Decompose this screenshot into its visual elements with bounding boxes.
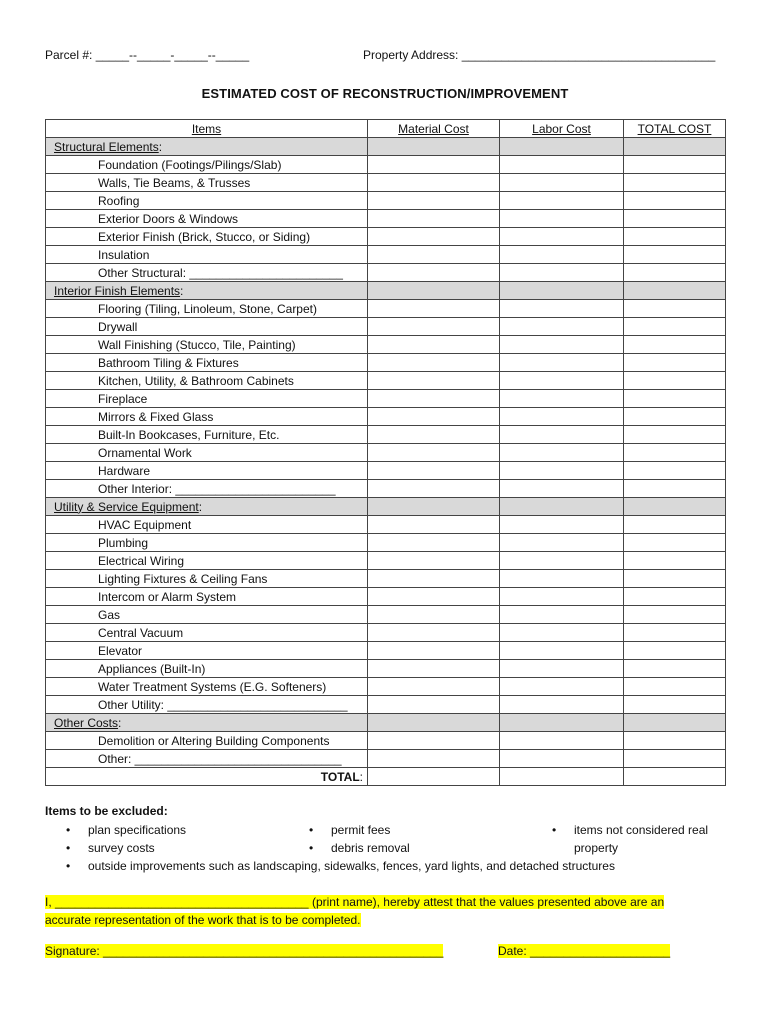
- labor-cost-cell[interactable]: [500, 732, 624, 750]
- item-label: Foundation (Footings/Pilings/Slab): [46, 156, 368, 174]
- table-row: [46, 156, 726, 174]
- cost-table-body: [46, 138, 726, 786]
- item-label: Plumbing: [46, 534, 368, 552]
- labor-cost-cell[interactable]: [500, 192, 624, 210]
- section-label: Interior Finish Elements:: [46, 282, 368, 300]
- item-label: Exterior Doors & Windows: [46, 210, 368, 228]
- material-cost-cell[interactable]: [368, 498, 500, 516]
- item-label: Lighting Fixtures & Ceiling Fans: [46, 570, 368, 588]
- section-label: Structural Elements:: [46, 138, 368, 156]
- column-header-total-cost: TOTAL COST: [624, 120, 726, 138]
- material-cost-cell[interactable]: [368, 210, 500, 228]
- item-label: Elevator: [46, 642, 368, 660]
- item-label: Other Structural: _______________________: [46, 264, 368, 282]
- item-label: Intercom or Alarm System: [46, 588, 368, 606]
- section-row: [46, 714, 726, 732]
- item-label: Kitchen, Utility, & Bathroom Cabinets: [46, 372, 368, 390]
- material-cost-cell[interactable]: [368, 156, 500, 174]
- total-cost-cell[interactable]: [624, 318, 726, 336]
- table-row: [46, 462, 726, 480]
- total-cost-cell[interactable]: [624, 732, 726, 750]
- table-row: [46, 390, 726, 408]
- item-label: Water Treatment Systems (E.G. Softeners): [46, 678, 368, 696]
- labor-cost-cell[interactable]: [500, 714, 624, 732]
- labor-cost-cell[interactable]: [500, 444, 624, 462]
- total-cost-cell[interactable]: [624, 372, 726, 390]
- material-cost-cell[interactable]: [368, 336, 500, 354]
- table-row: [46, 372, 726, 390]
- total-cost-cell[interactable]: [624, 444, 726, 462]
- table-row: [46, 588, 726, 606]
- total-cost-cell[interactable]: [624, 516, 726, 534]
- material-cost-cell[interactable]: [368, 426, 500, 444]
- bullet-icon: •: [309, 823, 314, 837]
- item-label: Wall Finishing (Stucco, Tile, Painting): [46, 336, 368, 354]
- section-row: [46, 498, 726, 516]
- material-cost-cell[interactable]: [368, 750, 500, 768]
- document-title: ESTIMATED COST OF RECONSTRUCTION/IMPROVEMENT: [201, 86, 569, 101]
- signature-row: [45, 944, 725, 962]
- material-cost-cell[interactable]: [368, 444, 500, 462]
- total-cost-cell[interactable]: [624, 192, 726, 210]
- total-cost-cell[interactable]: [624, 624, 726, 642]
- table-row: [46, 336, 726, 354]
- labor-cost-cell[interactable]: [500, 768, 624, 786]
- table-row: [46, 516, 726, 534]
- material-cost-cell[interactable]: [368, 606, 500, 624]
- total-cost-cell[interactable]: [624, 480, 726, 498]
- item-label: Built-In Bookcases, Furniture, Etc.: [46, 426, 368, 444]
- total-cost-cell[interactable]: [624, 714, 726, 732]
- column-header-items: Items: [46, 120, 368, 138]
- total-cost-cell[interactable]: [624, 336, 726, 354]
- total-cost-cell[interactable]: [624, 660, 726, 678]
- total-cost-cell[interactable]: [624, 606, 726, 624]
- labor-cost-cell[interactable]: [500, 336, 624, 354]
- total-cost-cell[interactable]: [624, 408, 726, 426]
- labor-cost-cell[interactable]: [500, 462, 624, 480]
- material-cost-cell[interactable]: [368, 696, 500, 714]
- bullet-icon: •: [66, 859, 71, 873]
- total-cost-cell[interactable]: [624, 246, 726, 264]
- form-page: Parcel #: _____--_____-_____--_____ Property Address: ______________________________________ ESTIMATED COST OF RECONSTRUCTION/IMPROVEMENT Items Material Cost Labor Cost TOTAL COST Structural Elements: Foundation (Footings/Pilings/Slab) Walls, Tie Beams, & Trusses Roofing Exterior Doors & Windows Exterior Finish (Brick, Stucco, or Siding) Insulation Other Structural: _______________________ Interior Finish Elements: Flooring (Tiling, Linoleum, Stone, Carpet) Drywall Wall Finishing (Stucco, Tile, Painting) Bathroom Tiling & Fixtures Kitchen, Utility, & Bathroom Cabinets Fireplace Mirrors & Fixed Glass Built-In Bookcases, Furniture, Etc. Ornamental Work Hardware Other Interior: ________________________ Utility & Service Equipment: HVAC Equipment Plumbing Electrical Wiring Lighting Fixtures & Ceiling Fans Intercom or Alarm System Gas Central Vacuum Elevator Appliances (Built-In) Water Treatment Systems (E.G. Softeners) Other Utility: ___________________________ Other Costs: Demolition or Altering Building Components Other: _______________________________ TOTAL: Items to be excluded: • plan specifications • permit fees • items not considered real property • survey costs • debris removal • outside improvements such as landscaping, sidewalks, fences, yard lights, and detached structures I, ______________________________________ (print name), hereby attest that the values presented above are an accurate representation of the work that is to be completed. Signature: ___________________________________________________ Date: _____________________: [0, 0, 770, 1024]
- material-cost-cell[interactable]: [368, 588, 500, 606]
- table-row: [46, 732, 726, 750]
- total-cost-cell[interactable]: [624, 498, 726, 516]
- table-row: [46, 354, 726, 372]
- item-label: Bathroom Tiling & Fixtures: [46, 354, 368, 372]
- table-header-row: [46, 120, 726, 138]
- labor-cost-cell[interactable]: [500, 156, 624, 174]
- table-row: [46, 696, 726, 714]
- table-row: [46, 264, 726, 282]
- section-row: [46, 138, 726, 156]
- parcel-number-field[interactable]: Parcel #: _____--_____-_____--_____: [45, 48, 250, 62]
- labor-cost-cell[interactable]: [500, 264, 624, 282]
- material-cost-cell[interactable]: [368, 408, 500, 426]
- total-label: TOTAL:: [46, 768, 368, 786]
- labor-cost-cell[interactable]: [500, 570, 624, 588]
- labor-cost-cell[interactable]: [500, 624, 624, 642]
- excluded-title: Items to be excluded:: [45, 804, 168, 818]
- material-cost-cell[interactable]: [368, 768, 500, 786]
- total-cost-cell[interactable]: [624, 156, 726, 174]
- material-cost-cell[interactable]: [368, 732, 500, 750]
- labor-cost-cell[interactable]: [500, 390, 624, 408]
- bullet-icon: •: [552, 823, 557, 837]
- total-cost-cell[interactable]: [624, 138, 726, 156]
- table-row: [46, 408, 726, 426]
- material-cost-cell[interactable]: [368, 480, 500, 498]
- table-row: [46, 246, 726, 264]
- material-cost-cell[interactable]: [368, 174, 500, 192]
- total-cost-cell[interactable]: [624, 768, 726, 786]
- labor-cost-cell[interactable]: [500, 282, 624, 300]
- item-label: Drywall: [46, 318, 368, 336]
- cost-table: [45, 119, 726, 786]
- total-cost-cell[interactable]: [624, 174, 726, 192]
- column-header-labor-cost: Labor Cost: [500, 120, 624, 138]
- labor-cost-cell[interactable]: [500, 642, 624, 660]
- total-cost-cell[interactable]: [624, 750, 726, 768]
- table-row: [46, 552, 726, 570]
- material-cost-cell[interactable]: [368, 300, 500, 318]
- labor-cost-cell[interactable]: [500, 678, 624, 696]
- table-row: [46, 174, 726, 192]
- item-label: Mirrors & Fixed Glass: [46, 408, 368, 426]
- table-row: [46, 660, 726, 678]
- total-cost-cell[interactable]: [624, 678, 726, 696]
- labor-cost-cell[interactable]: [500, 534, 624, 552]
- material-cost-cell[interactable]: [368, 246, 500, 264]
- bullet-icon: •: [66, 823, 71, 837]
- labor-cost-cell[interactable]: [500, 480, 624, 498]
- item-label: Other: _______________________________: [46, 750, 368, 768]
- item-label: Demolition or Altering Building Components: [46, 732, 368, 750]
- material-cost-cell[interactable]: [368, 390, 500, 408]
- bullet-icon: •: [66, 841, 71, 855]
- material-cost-cell[interactable]: [368, 462, 500, 480]
- labor-cost-cell[interactable]: [500, 174, 624, 192]
- table-row: [46, 192, 726, 210]
- total-row: [46, 768, 726, 786]
- material-cost-cell[interactable]: [368, 354, 500, 372]
- material-cost-cell[interactable]: [368, 660, 500, 678]
- total-cost-cell[interactable]: [624, 588, 726, 606]
- material-cost-cell[interactable]: [368, 624, 500, 642]
- total-cost-cell[interactable]: [624, 570, 726, 588]
- material-cost-cell[interactable]: [368, 714, 500, 732]
- item-label: Other Utility: ___________________________: [46, 696, 368, 714]
- item-label: Appliances (Built-In): [46, 660, 368, 678]
- section-label: Utility & Service Equipment:: [46, 498, 368, 516]
- total-cost-cell[interactable]: [624, 300, 726, 318]
- material-cost-cell[interactable]: [368, 264, 500, 282]
- material-cost-cell[interactable]: [368, 138, 500, 156]
- total-cost-cell[interactable]: [624, 282, 726, 300]
- total-cost-cell[interactable]: [624, 228, 726, 246]
- labor-cost-cell[interactable]: [500, 354, 624, 372]
- material-cost-cell[interactable]: [368, 372, 500, 390]
- material-cost-cell[interactable]: [368, 678, 500, 696]
- labor-cost-cell[interactable]: [500, 498, 624, 516]
- labor-cost-cell[interactable]: [500, 426, 624, 444]
- table-row: [46, 534, 726, 552]
- attestation-line-1[interactable]: I, ______________________________________ (print name), hereby attest that the values presented above are an: [45, 895, 665, 909]
- total-cost-cell[interactable]: [624, 264, 726, 282]
- material-cost-cell[interactable]: [368, 516, 500, 534]
- material-cost-cell[interactable]: [368, 192, 500, 210]
- item-label: Gas: [46, 606, 368, 624]
- item-label: Flooring (Tiling, Linoleum, Stone, Carpet): [46, 300, 368, 318]
- item-label: Central Vacuum: [46, 624, 368, 642]
- section-label: Other Costs:: [46, 714, 368, 732]
- labor-cost-cell[interactable]: [500, 408, 624, 426]
- material-cost-cell[interactable]: [368, 570, 500, 588]
- table-row: [46, 444, 726, 462]
- material-cost-cell[interactable]: [368, 228, 500, 246]
- labor-cost-cell[interactable]: [500, 516, 624, 534]
- total-cost-cell[interactable]: [624, 642, 726, 660]
- column-header-material-cost: Material Cost: [368, 120, 500, 138]
- labor-cost-cell[interactable]: [500, 300, 624, 318]
- table-row: [46, 318, 726, 336]
- labor-cost-cell[interactable]: [500, 228, 624, 246]
- item-label: Exterior Finish (Brick, Stucco, or Siding): [46, 228, 368, 246]
- labor-cost-cell[interactable]: [500, 138, 624, 156]
- material-cost-cell[interactable]: [368, 282, 500, 300]
- item-label: Hardware: [46, 462, 368, 480]
- labor-cost-cell[interactable]: [500, 210, 624, 228]
- item-label: Fireplace: [46, 390, 368, 408]
- signature-field[interactable]: Signature: ___________________________________________________: [45, 944, 444, 958]
- date-field[interactable]: Date: _____________________: [498, 944, 671, 958]
- table-row: [46, 570, 726, 588]
- labor-cost-cell[interactable]: [500, 588, 624, 606]
- material-cost-cell[interactable]: [368, 318, 500, 336]
- material-cost-cell[interactable]: [368, 642, 500, 660]
- table-row: [46, 642, 726, 660]
- property-address-field[interactable]: Property Address: ______________________________________: [363, 48, 716, 62]
- total-cost-cell[interactable]: [624, 552, 726, 570]
- item-label: Walls, Tie Beams, & Trusses: [46, 174, 368, 192]
- material-cost-cell[interactable]: [368, 552, 500, 570]
- labor-cost-cell[interactable]: [500, 372, 624, 390]
- labor-cost-cell[interactable]: [500, 696, 624, 714]
- labor-cost-cell[interactable]: [500, 318, 624, 336]
- total-cost-cell[interactable]: [624, 696, 726, 714]
- labor-cost-cell[interactable]: [500, 606, 624, 624]
- section-row: [46, 282, 726, 300]
- table-row: [46, 624, 726, 642]
- total-cost-cell[interactable]: [624, 426, 726, 444]
- labor-cost-cell[interactable]: [500, 552, 624, 570]
- header: [45, 48, 735, 64]
- table-row: [46, 300, 726, 318]
- total-cost-cell[interactable]: [624, 210, 726, 228]
- table-row: [46, 426, 726, 444]
- total-cost-cell[interactable]: [624, 354, 726, 372]
- item-label: Electrical Wiring: [46, 552, 368, 570]
- table-row: [46, 678, 726, 696]
- item-label: HVAC Equipment: [46, 516, 368, 534]
- total-cost-cell[interactable]: [624, 534, 726, 552]
- attestation-line-2: accurate representation of the work that is to be completed.: [45, 913, 361, 927]
- labor-cost-cell[interactable]: [500, 246, 624, 264]
- table-row: [46, 480, 726, 498]
- item-label: Insulation: [46, 246, 368, 264]
- table-row: [46, 228, 726, 246]
- attestation-statement: [45, 893, 715, 929]
- item-label: Ornamental Work: [46, 444, 368, 462]
- material-cost-cell[interactable]: [368, 534, 500, 552]
- item-label: Roofing: [46, 192, 368, 210]
- table-row: [46, 606, 726, 624]
- table-row: [46, 210, 726, 228]
- item-label: Other Interior: ________________________: [46, 480, 368, 498]
- total-cost-cell[interactable]: [624, 390, 726, 408]
- labor-cost-cell[interactable]: [500, 750, 624, 768]
- bullet-icon: •: [309, 841, 314, 855]
- total-cost-cell[interactable]: [624, 462, 726, 480]
- labor-cost-cell[interactable]: [500, 660, 624, 678]
- table-row: [46, 750, 726, 768]
